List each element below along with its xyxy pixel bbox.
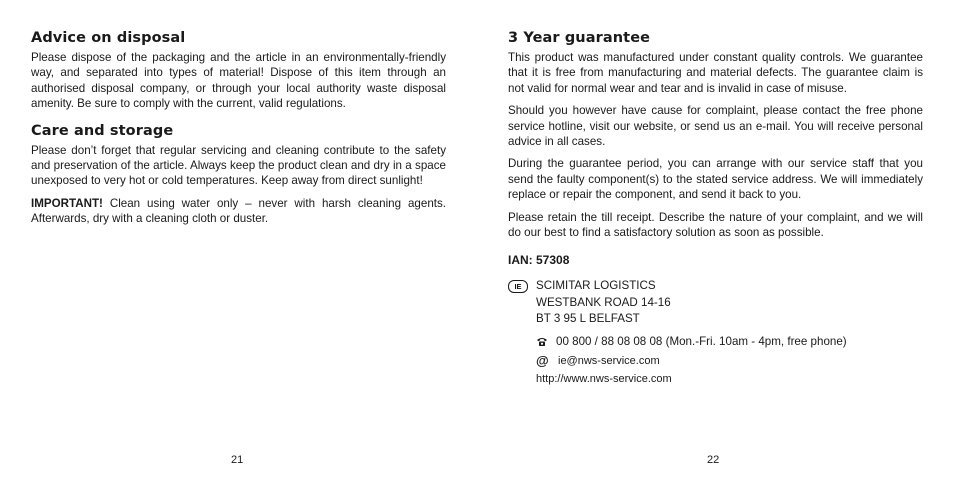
ireland-country-icon: IE: [508, 280, 528, 293]
care-text: Please don’t forget that regular servicing and cleaning contribute to the safety and preservation of the article. Always keep the product clean and dry in a space unexposed to very hot or cold temperatures. Keep away from direct sunlight!: [31, 143, 446, 188]
guarantee-paragraph-2: Should you however have cause for complaint, please contact the free phone service hotline, visit our website, or send us an e-mail. You will receive personal advice in all cases.: [508, 104, 923, 149]
address-lines: [536, 278, 671, 328]
website-url[interactable]: http://www.nws-service.com: [536, 372, 672, 385]
disposal-text: Please dispose of the packaging and the article in an environmentally-friendly way, and separated into types of material! Dispose of this item through an authorised disposal company, or through your local authority waste disposal amenity. Be sure to comply with the current, valid regulations.: [31, 51, 446, 111]
contact-block: [536, 334, 923, 387]
page-number-left: 21: [231, 454, 244, 466]
at-sign-icon: @: [536, 352, 549, 368]
important-text: Clean using water only – never with harsh cleaning agents. Afterwards, dry with a cleaning cloth or duster.: [31, 196, 446, 226]
address-line-2: WESTBANK ROAD 14-16: [536, 295, 671, 309]
service-address: [508, 278, 923, 328]
disposal-heading: Advice on disposal: [31, 30, 186, 46]
left-page: [31, 28, 446, 234]
important-label: IMPORTANT!: [31, 196, 103, 210]
page-number-right: 22: [707, 454, 720, 466]
phone-line: [536, 334, 923, 350]
ian-number: IAN: 57308: [508, 253, 570, 268]
guarantee-paragraph-3: During the guarantee period, you can arrange with our service staff that you send the faulty component(s) to the stated service address. We will immediately replace or repair the component, and send it back to you.: [508, 157, 923, 202]
guarantee-heading: 3 Year guarantee: [508, 30, 651, 46]
email-line: [536, 353, 923, 369]
guarantee-paragraph-4: Please retain the till receipt. Describe the nature of your complaint, and we will do our best to find a satisfactory solution as soon as possible.: [508, 210, 923, 240]
email-address[interactable]: ie@nws-service.com: [558, 354, 660, 367]
address-line-1: SCIMITAR LOGISTICS: [536, 279, 656, 293]
address-line-3: BT 3 95 L BELFAST: [536, 312, 640, 326]
right-page: [508, 28, 923, 387]
guarantee-paragraph-1: This product was manufactured under constant quality controls. We guarantee that it is free from manufacturing and material defects. The guarantee claim is not valid for normal wear and tear and is invalid in case of misuse.: [508, 51, 923, 95]
phone-icon: [536, 336, 548, 347]
phone-number: 00 800 / 88 08 08 08 (Mon.-Fri. 10am - 4pm, free phone): [556, 334, 847, 348]
important-note: [31, 196, 446, 227]
care-heading: Care and storage: [31, 122, 174, 139]
